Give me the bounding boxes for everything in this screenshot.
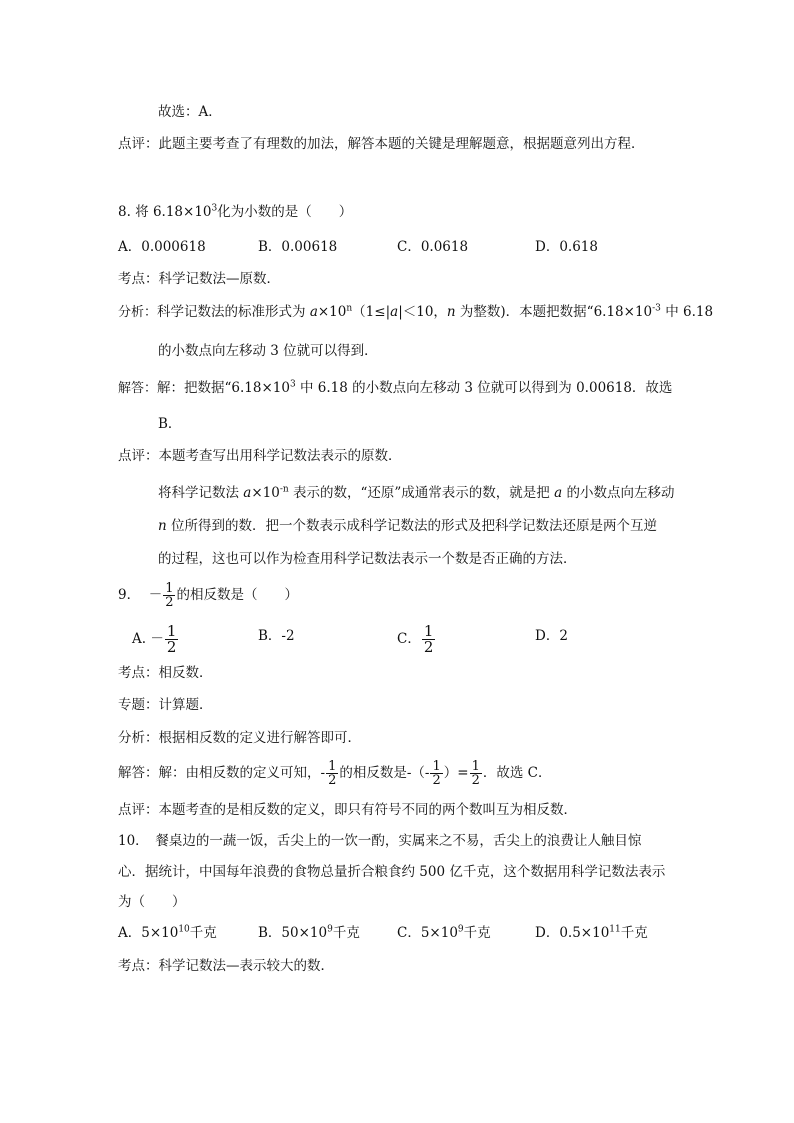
q8-solution-line2: B． (158, 416, 182, 432)
q10-stem-line2: 心．据统计，中国每年浪费的食物总量折合粮食约 500 亿千克，这个数据用科学记数法表示 (118, 864, 666, 880)
q9-review: 点评：本题考查的是相反数的定义，即只有符号不同的两个数叫互为相反数． (118, 802, 577, 818)
q8-solution-line1: 解答：解：把数据“$6.18\times 10^3$ 中 6.18 的小数点向左移动 3 位就可以得到为 0.00618．故选 (118, 379, 673, 396)
q8-review: 点评：本题考查写出用科学记数法表示的原数． (118, 448, 402, 464)
q9-option-c: C． $\frac{1}{2}$ (397, 622, 434, 656)
q8-review-line3: n 位所得到的数．把一个数表示成科学记数法的形式及把科学记数法还原是两个互逆 (158, 518, 657, 534)
q10-option-a: A．$5\times 10^{10}$千克 (118, 924, 217, 941)
q9-option-a: A. － $\frac{1}{2}$ (132, 622, 177, 656)
q9-solution: 解答：解：由相反数的定义可知，- $\frac{1}{2}$ 的相反数是-（- $\frac{1}{2}$ ）= $\frac{1}{2}$ ．故选 C． (118, 759, 552, 788)
q9-stem: 9． － $\frac{1}{2}$ 的相反数是（ ） (118, 581, 298, 610)
q10-option-d: D．$0.5\times 10^{11}$千克 (535, 924, 648, 941)
q8-review-line2: 将科学记数法 $a\times 10^{-n}$ 表示的数，“还原”成通常表示的数，就是把 a 的小数点向左移动 (158, 484, 675, 501)
q10-option-c: C．$5\times 10^9$千克 (397, 924, 491, 941)
q8-option-b: B．0.00618 (258, 239, 338, 255)
prev-review: 点评：此题主要考查了有理数的加法，解答本题的关键是理解题意，根据题意列出方程． (118, 136, 645, 152)
q9-option-d: D．2 (535, 628, 568, 644)
q8-option-a: A．0.000618 (118, 239, 206, 255)
q8-review-line4: 的过程，这也可以作为检查用科学记数法表示一个数是否正确的方法． (158, 551, 577, 567)
q9-point: 考点：相反数． (118, 665, 213, 681)
q8-stem: 8. 将 $6.18\times 10^3$化为小数的是（ ） (118, 203, 353, 220)
q8-option-c: C．0.0618 (397, 239, 469, 255)
q8-option-d: D．0.618 (535, 239, 598, 255)
prev-answer: 故选：A． (158, 104, 222, 120)
q9-topic: 专题：计算题． (118, 697, 213, 713)
q9-analysis: 分析：根据相反数的定义进行解答即可． (118, 730, 361, 746)
q9-option-c-fraction: $\frac{1}{2}$ (423, 622, 434, 656)
q9-option-b: B．-2 (258, 628, 295, 644)
q8-analysis-line2: 的小数点向左移动 3 位就可以得到． (158, 343, 378, 359)
q9-stem-fraction: $\frac{1}{2}$ (165, 581, 174, 610)
q10-stem-line3: 为（ ） (118, 894, 186, 910)
q8-solution-label: 解答： (118, 381, 158, 396)
q10-option-b: B．$50\times 10^9$千克 (258, 924, 360, 941)
q8-analysis-line1: 分析：科学记数法的标准形式为 $a\times 10^n(1\le|a|<10$，n 为整数)．本题把数据“$6.18\times 10^{-3}$ 中 6.18 (118, 303, 714, 320)
q9-solution-fraction-2: $\frac{1}{2}$ (432, 759, 441, 788)
q8-point: 考点：科学记数法—原数． (118, 271, 280, 287)
q10-point: 考点：科学记数法—表示较大的数． (118, 958, 334, 974)
q9-solution-fraction-1: $\frac{1}{2}$ (328, 759, 337, 788)
q9-solution-fraction-3: $\frac{1}{2}$ (471, 759, 480, 788)
q10-stem-line1: 10． 餐桌边的一蔬一饭，舌尖上的一饮一酌，实属来之不易，舌尖上的浪费让人触目惊 (118, 833, 642, 849)
q9-option-a-fraction: $\frac{1}{2}$ (166, 622, 177, 656)
q8-analysis-label: 分析： (118, 305, 158, 320)
